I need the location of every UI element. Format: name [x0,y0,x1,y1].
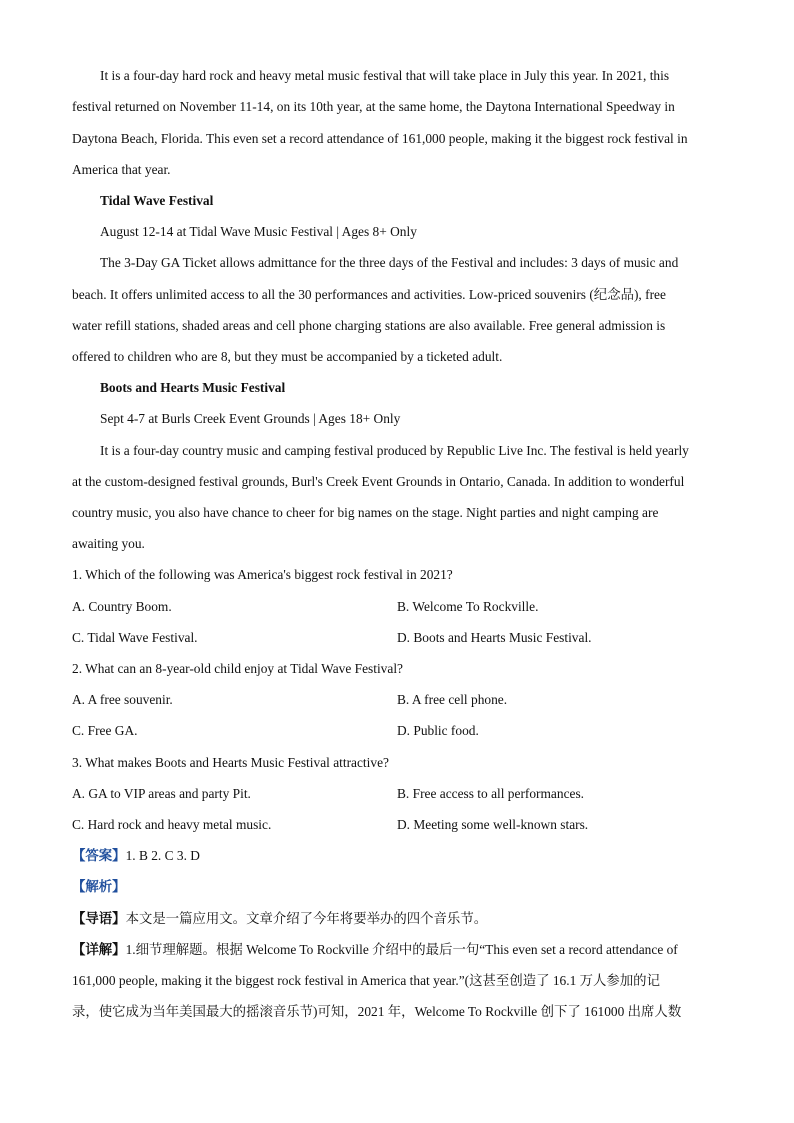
tidal-wave-paragraph-line: beach. It offers unlimited access to all the 30 performances and activities. Low-priced souvenirs (纪念品), free [72,287,666,302]
detail-line: 录，使它成为当年美国最大的摇滚音乐节)可知，2021 年，Welcome To Rockville 创下了 161000 出席人数 [72,1004,682,1019]
option-d: D. Boots and Hearts Music Festival. [397,630,592,645]
boots-hearts-paragraph-line: at the custom-designed festival grounds, Burl's Creek Event Grounds in Ontario, Canada. In addition to wonderful [72,474,685,489]
boots-hearts-info: Sept 4-7 at Burls Creek Event Grounds | Ages 18+ Only [100,411,401,426]
option-c: C. Tidal Wave Festival. [72,630,198,645]
rockville-paragraph-line: America that year. [72,162,171,177]
boots-hearts-heading: Boots and Hearts Music Festival [100,380,286,395]
option-b: B. A free cell phone. [397,692,508,707]
rockville-paragraph-line: festival returned on November 11-14, on its 10th year, at the same home, the Daytona International Speedway in [72,99,675,114]
detail-text: 1.细节理解题。根据 Welcome To Rockville 介绍中的最后一句“This even set a record attendance of [125,942,678,957]
answer-text: 1. B 2. C 3. D [125,848,200,863]
rockville-paragraph-line: Daytona Beach, Florida. This even set a record attendance of 161,000 people, making it the biggest rock festival in [72,131,688,146]
guide-line [72,910,487,928]
question-stem: 3. What makes Boots and Hearts Music Festival attractive? [72,755,389,770]
option-d: D. Public food. [397,723,479,738]
option-b: B. Welcome To Rockville. [397,599,539,614]
tidal-wave-info: August 12-14 at Tidal Wave Music Festival | Ages 8+ Only [100,224,417,239]
question-stem: 1. Which of the following was America's biggest rock festival in 2021? [72,567,453,582]
answer-label: 【答案】 [72,848,126,863]
analysis-label: 【解析】 [72,879,126,894]
option-d: D. Meeting some well-known stars. [397,817,589,832]
guide-label: 【导语】 [72,911,126,926]
question-stem: 2. What can an 8-year-old child enjoy at Tidal Wave Festival? [72,661,403,676]
option-a: A. GA to VIP areas and party Pit. [72,786,251,801]
detail-line: 161,000 people, making it the biggest rock festival in America that year.”(这甚至创造了 16.1 万人参加的记 [72,973,660,988]
option-c: C. Free GA. [72,723,138,738]
tidal-wave-paragraph-line: offered to children who are 8, but they must be accompanied by a ticketed adult. [72,349,503,364]
detail-line [72,941,678,959]
boots-hearts-paragraph-line: country music, you also have chance to cheer for big names on the stage. Night parties and night camping are [72,505,659,520]
option-a: A. A free souvenir. [72,692,173,707]
guide-text: 本文是一篇应用文。文章介绍了今年将要举办的四个音乐节。 [125,911,488,926]
detail-label: 【详解】 [72,942,126,957]
boots-hearts-paragraph-line: awaiting you. [72,536,145,551]
boots-hearts-paragraph-line: It is a four-day country music and camping festival produced by Republic Live Inc. The festival is held yearly [100,443,689,458]
tidal-wave-heading: Tidal Wave Festival [100,193,214,208]
option-c: C. Hard rock and heavy metal music. [72,817,272,832]
analysis-line [72,878,126,896]
option-b: B. Free access to all performances. [397,786,585,801]
tidal-wave-paragraph-line: water refill stations, shaded areas and cell phone charging stations are also available. Free general admission is [72,318,666,333]
rockville-paragraph-line: It is a four-day hard rock and heavy metal music festival that will take place in July this year. In 2021, this [100,68,670,83]
answer-line [72,847,200,865]
option-a: A. Country Boom. [72,599,172,614]
tidal-wave-paragraph-line: The 3-Day GA Ticket allows admittance for the three days of the Festival and includes: 3 days of music and [100,255,679,270]
